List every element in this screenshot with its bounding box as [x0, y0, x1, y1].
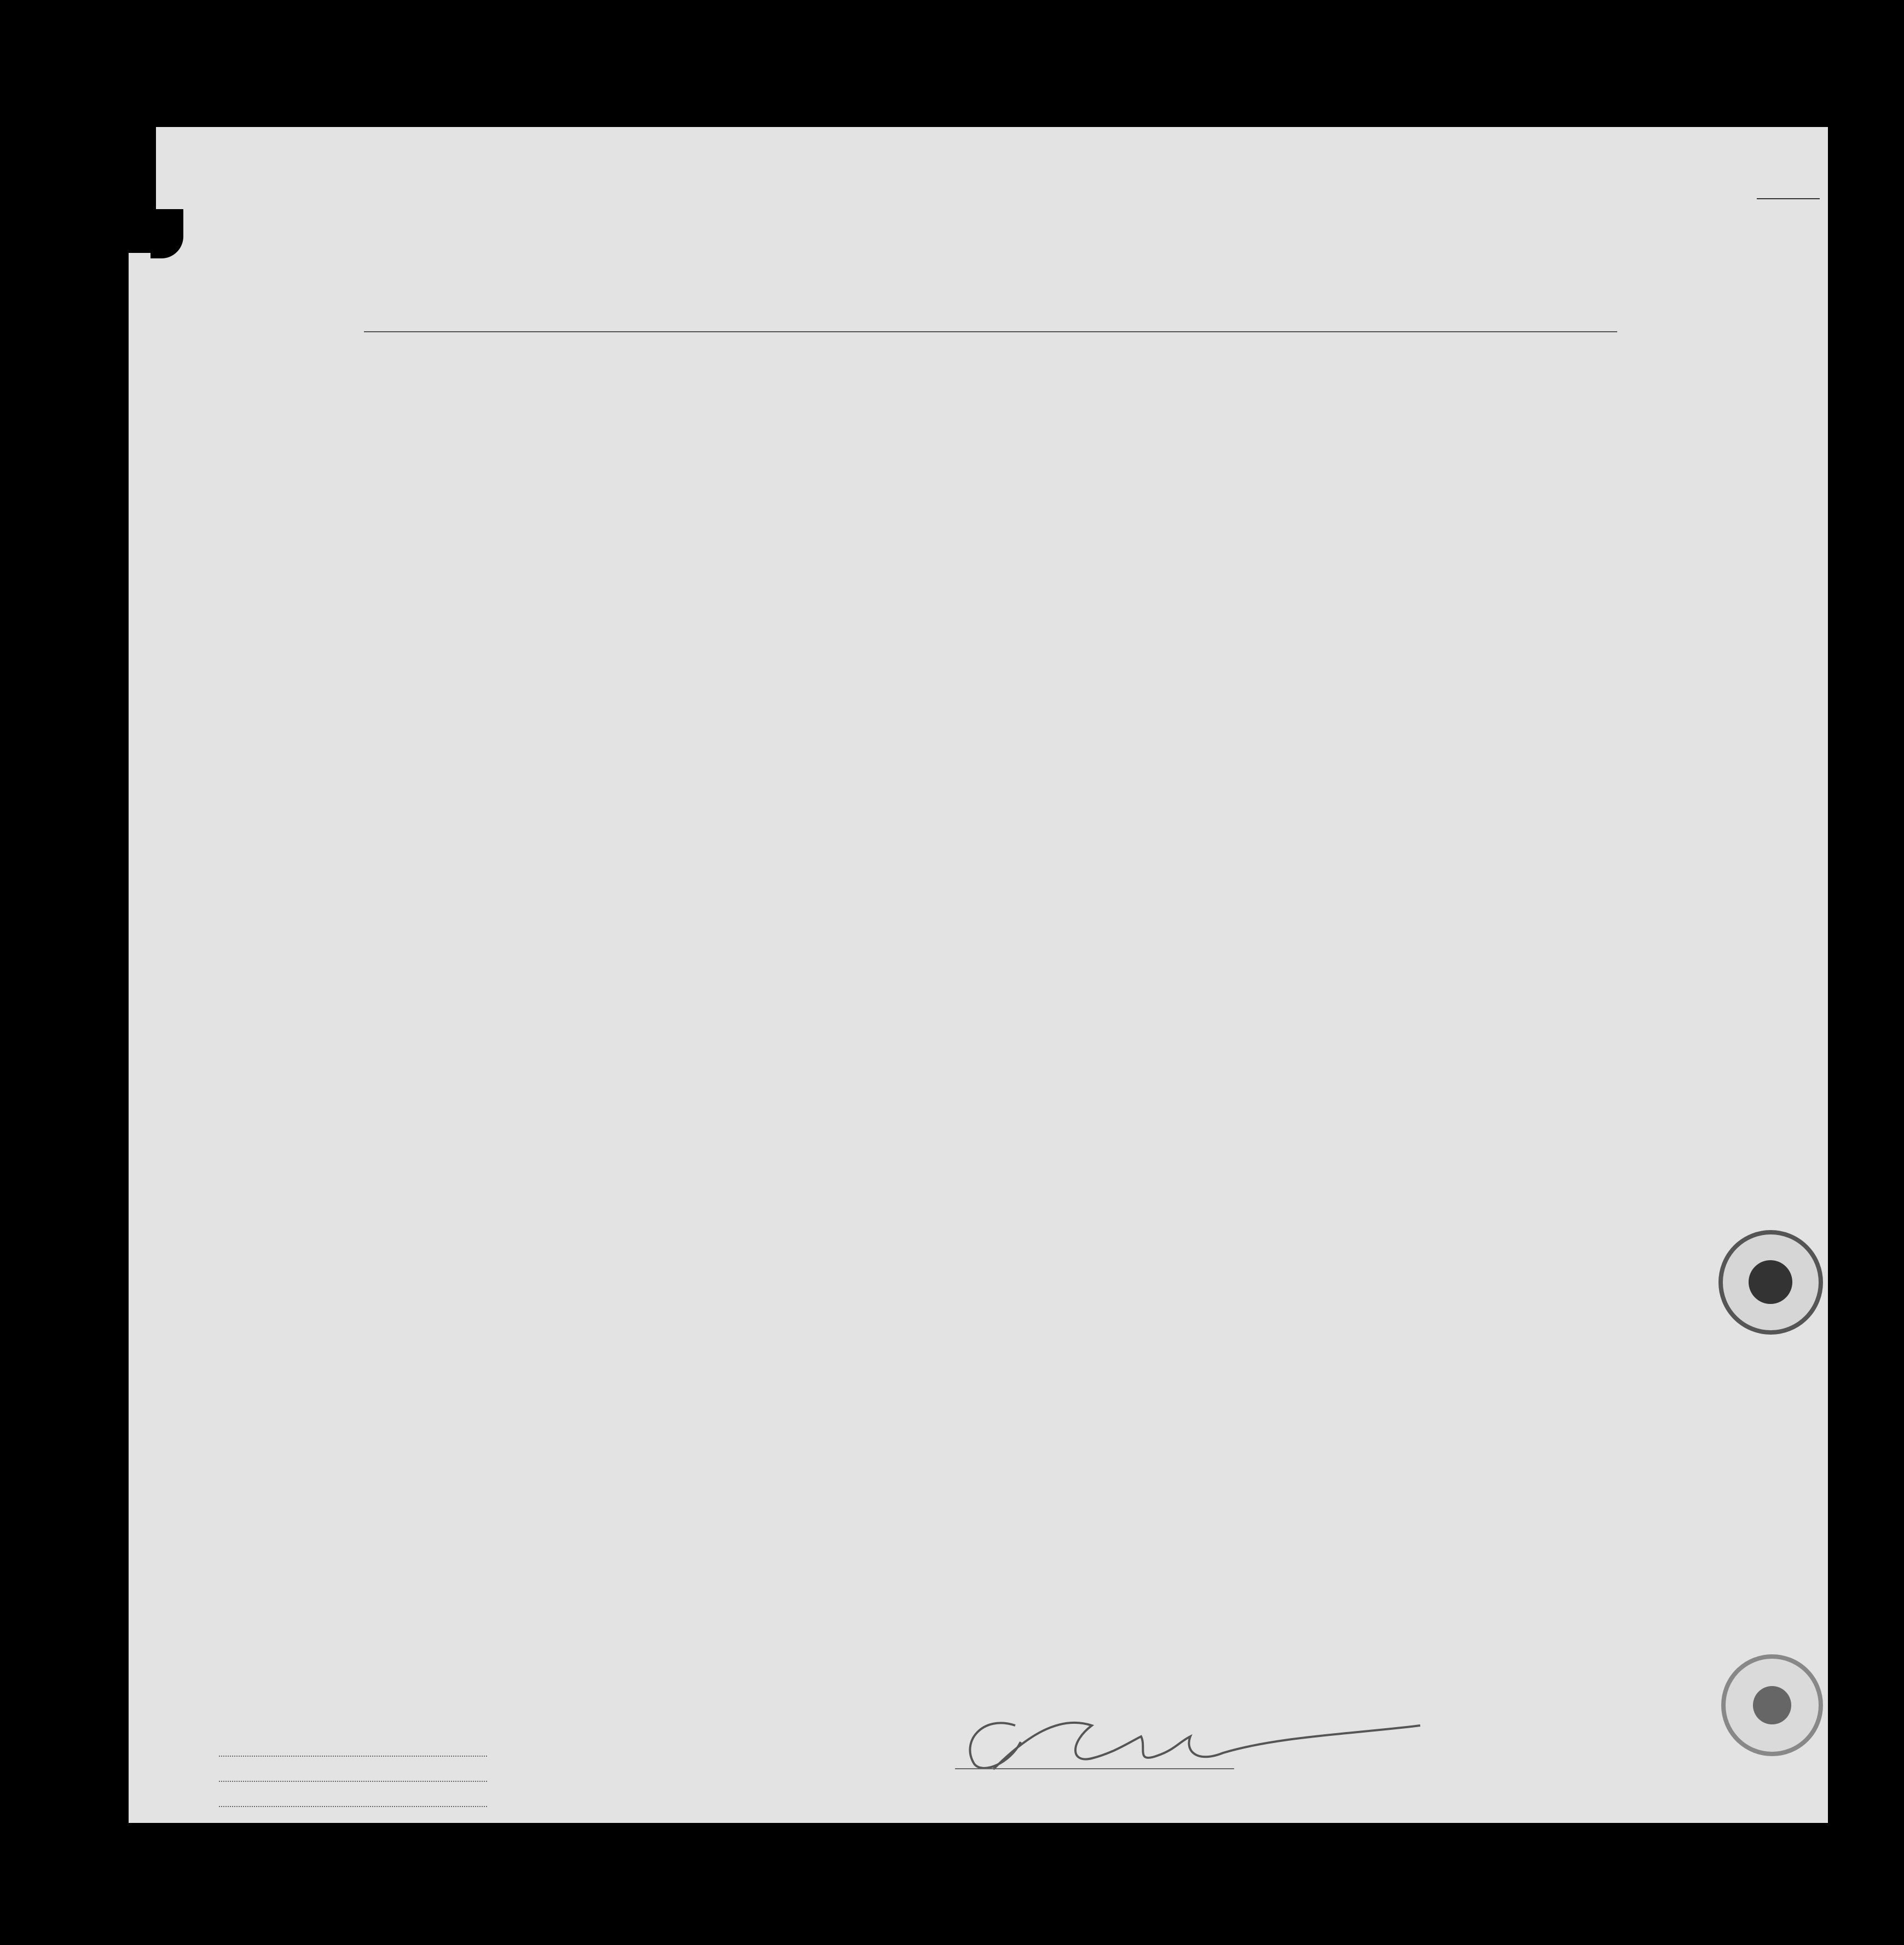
manifest-sheet [129, 127, 1828, 1823]
punch-hole [63, 1516, 88, 1542]
punch-hole [45, 276, 70, 302]
consulate-seal-top [1718, 1230, 1823, 1335]
punch-hole [55, 613, 80, 638]
sheet-line [1757, 198, 1820, 199]
vessel-underline [364, 331, 1617, 332]
eagle-emblem-icon [1749, 1260, 1792, 1304]
eagle-emblem-icon [1753, 1686, 1791, 1724]
punch-hole [61, 1265, 86, 1290]
punch-hole [59, 1182, 84, 1208]
footer-line-3 [219, 1806, 487, 1807]
footer-line-1 [219, 1756, 487, 1757]
torn-corner-notch [151, 209, 183, 258]
consulate-seal-bottom [1721, 1654, 1823, 1756]
footer-line-2 [219, 1781, 487, 1782]
punch-hole [65, 1601, 90, 1626]
inspector-line [955, 1768, 1234, 1769]
punch-hole [49, 361, 74, 386]
inspector-signature [950, 1704, 1431, 1791]
